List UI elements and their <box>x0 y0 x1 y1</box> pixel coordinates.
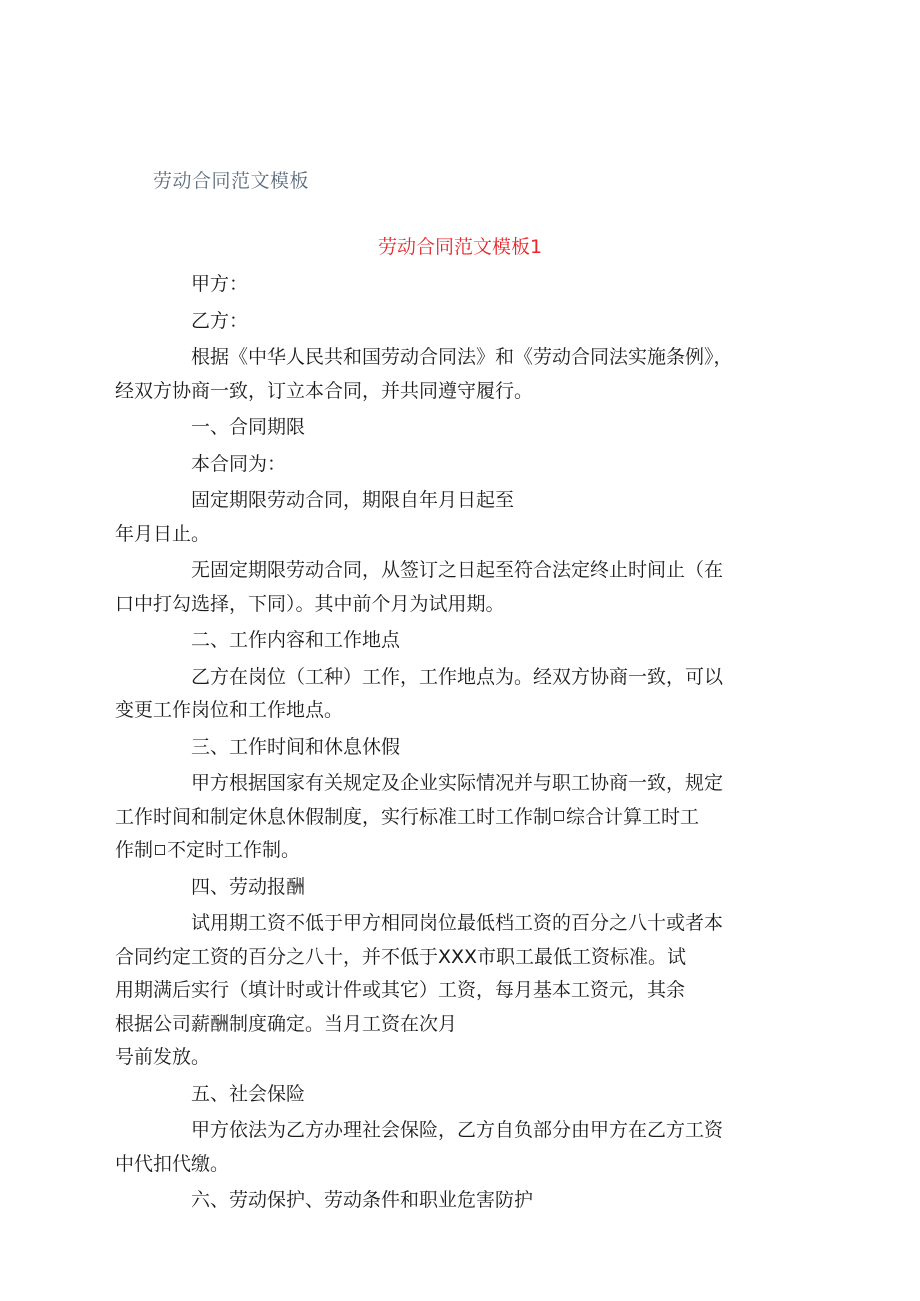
section-4-heading: 四、劳动报酬 <box>191 875 306 898</box>
section-2-line-2: 变更工作岗位和工作地点。 <box>115 699 344 721</box>
open-term-line-1: 无固定期限劳动合同，从签订之日起至符合法定终止时间止（在 <box>191 559 724 581</box>
section-6-heading: 六、劳动保护、劳动条件和职业危害防护 <box>191 1189 534 1211</box>
section-3-paragraph <box>115 767 767 868</box>
open-term-line-2: 口中打勾选择，下同）。其中前个月为试用期。 <box>115 592 505 615</box>
section-3-line-3a: 作制 <box>115 839 154 861</box>
section-3-line-3b: 不定时工作制。 <box>167 839 301 861</box>
section-4-line-2: 合同约定工资的百分之八十，并不低于XXX市职工最低工资标准。试 <box>115 945 687 968</box>
section-1-open-term <box>115 554 767 621</box>
section-3-line-1: 甲方根据国家有关规定及企业实际情况并与职工协商一致，规定 <box>191 772 724 794</box>
section-4-line-4: 根据公司薪酬制度确定。当月工资在次月 <box>115 1012 458 1035</box>
document-body <box>115 268 767 1221</box>
section-2-paragraph <box>115 661 767 728</box>
section-5-line-1: 甲方依法为乙方办理社会保险，乙方自负部分由甲方在乙方工资 <box>191 1119 724 1141</box>
document-header: 劳动合同范文模板 <box>153 170 310 192</box>
section-3-heading: 三、工作时间和休息休假 <box>191 735 401 758</box>
section-4-line-3: 用期满后实行（填计时或计件或其它）工资，每月基本工资元，其余 <box>115 979 686 1001</box>
intro-line-2: 经双方协商一致，订立本合同，并共同遵守履行。 <box>115 379 534 402</box>
section-4-paragraph <box>115 907 767 1075</box>
section-3-line-3 <box>115 834 767 868</box>
section-5-heading: 五、社会保险 <box>191 1082 306 1105</box>
party-a-line: 甲方： <box>191 273 249 295</box>
intro-paragraph <box>115 341 767 408</box>
party-b-line: 乙方： <box>191 309 249 332</box>
fixed-term-line-2: 年月日止。 <box>115 522 211 545</box>
section-5-line-2: 中代扣代缴。 <box>115 1152 230 1175</box>
checkbox-icon <box>554 811 564 821</box>
section-5-paragraph <box>115 1114 767 1181</box>
section-4-line-5: 号前发放。 <box>115 1046 211 1068</box>
section-3-line-2 <box>115 801 767 835</box>
fixed-term-line-1: 固定期限劳动合同，期限自年月日起至 <box>191 489 515 511</box>
section-3-line-2a: 工作时间和制定休息休假制度，实行标准工时工作制 <box>115 805 553 828</box>
section-1-heading: 一、合同期限 <box>191 416 306 438</box>
section-2-heading: 二、工作内容和工作地点 <box>191 629 401 651</box>
section-3-line-2b: 综合计算工时工 <box>566 805 700 828</box>
checkbox-icon <box>155 845 165 855</box>
document-title: 劳动合同范文模板1 <box>377 236 543 258</box>
intro-line-1: 根据《中华人民共和国劳动合同法》和《劳动合同法实施条例》， <box>191 346 733 368</box>
section-1-contract-type: 本合同为： <box>191 452 287 475</box>
section-2-line-1: 乙方在岗位（工种）工作，工作地点为。经双方协商一致，可以 <box>191 665 724 688</box>
section-1-fixed-term <box>115 484 767 551</box>
section-4-line-1: 试用期工资不低于甲方相同岗位最低档工资的百分之八十或者本 <box>191 912 724 934</box>
